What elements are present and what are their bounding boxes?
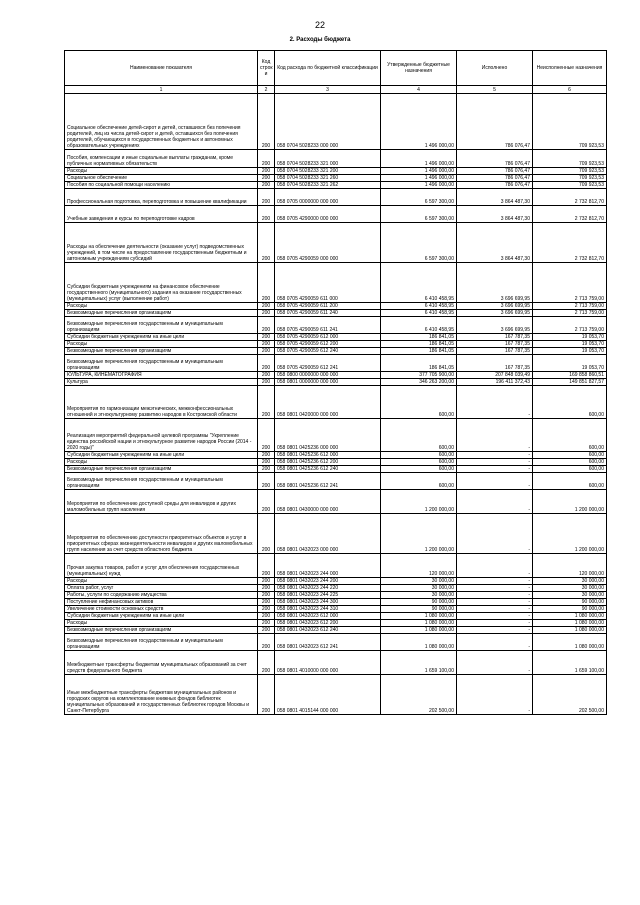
header-name: Наименование показателя <box>65 51 258 86</box>
row-unexecuted: 600,00 <box>533 459 607 466</box>
row-executed: - <box>457 675 533 715</box>
row-executed: - <box>457 514 533 554</box>
row-classification: 058 0705 4290059 612 000 <box>275 334 381 341</box>
row-classification: 058 0705 4290059 611 200 <box>275 303 381 310</box>
table-row <box>65 606 607 613</box>
row-classification: 058 0704 5028233 000 000 <box>275 94 381 150</box>
row-unexecuted: 19 053,70 <box>533 334 607 341</box>
row-approved: 90 000,00 <box>381 606 457 613</box>
table-row <box>65 675 607 715</box>
row-classification: 058 0801 0432023 612 200 <box>275 620 381 627</box>
row-classification: 058 0801 0432023 612 000 <box>275 613 381 620</box>
row-code: 200 <box>258 651 275 675</box>
row-code: 200 <box>258 599 275 606</box>
row-unexecuted: 709 923,53 <box>533 150 607 168</box>
row-unexecuted: 30 000,00 <box>533 578 607 585</box>
table-header-row <box>65 51 607 86</box>
column-number: 4 <box>381 86 457 94</box>
row-classification: 058 0801 4010000 000 000 <box>275 651 381 675</box>
table-row <box>65 490 607 514</box>
table-row <box>65 348 607 355</box>
row-executed: - <box>457 592 533 599</box>
row-name: Субсидии бюджетным учреждениям на иные цели <box>65 613 258 620</box>
column-number: 6 <box>533 86 607 94</box>
row-unexecuted: 169 858 860,51 <box>533 372 607 379</box>
row-code: 200 <box>258 473 275 490</box>
row-name: Мероприятия по гармонизации межэтнических, межконфессиональных отношений и этнокультурному развитию народов в Костромской области <box>65 386 258 419</box>
table-row <box>65 459 607 466</box>
row-name: Безвозмездные перечисления государственным и муниципальным организациям <box>65 355 258 372</box>
row-unexecuted: 19 053,70 <box>533 341 607 348</box>
row-unexecuted: 600,00 <box>533 386 607 419</box>
row-executed: 3 696 699,95 <box>457 310 533 317</box>
row-classification: 058 0801 4015144 000 000 <box>275 675 381 715</box>
row-code: 200 <box>258 168 275 175</box>
row-unexecuted: 600,00 <box>533 419 607 452</box>
row-code: 200 <box>258 613 275 620</box>
row-approved: 6 410 458,95 <box>381 263 457 303</box>
row-unexecuted: 19 053,70 <box>533 355 607 372</box>
table-row <box>65 466 607 473</box>
row-name: Безвозмездные перечисления организациям <box>65 310 258 317</box>
row-executed: - <box>457 585 533 592</box>
row-name: Прочая закупка товаров, работ и услуг для обеспечения государственных (муниципальных) нужд <box>65 554 258 578</box>
row-executed: 3 864 487,30 <box>457 223 533 263</box>
table-row <box>65 182 607 189</box>
row-executed: - <box>457 613 533 620</box>
row-code: 200 <box>258 355 275 372</box>
column-number: 5 <box>457 86 533 94</box>
row-code: 200 <box>258 592 275 599</box>
row-executed: - <box>457 606 533 613</box>
row-unexecuted: 2 732 812,70 <box>533 206 607 223</box>
row-unexecuted: 120 000,00 <box>533 554 607 578</box>
column-number: 3 <box>275 86 381 94</box>
row-code: 200 <box>258 182 275 189</box>
row-executed: 167 787,35 <box>457 355 533 372</box>
row-executed: 786 076,47 <box>457 182 533 189</box>
row-unexecuted: 1 080 000,00 <box>533 613 607 620</box>
table-row <box>65 355 607 372</box>
row-approved: 1 496 000,00 <box>381 168 457 175</box>
table-row <box>65 94 607 150</box>
row-executed: - <box>457 554 533 578</box>
row-name: Учебные заведения и курсы по переподготовке кадров <box>65 206 258 223</box>
row-executed: 3 696 699,95 <box>457 263 533 303</box>
row-classification: 058 0704 5028233 321 000 <box>275 150 381 168</box>
row-classification: 058 0801 0425236 612 000 <box>275 452 381 459</box>
row-classification: 058 0801 0425236 612 200 <box>275 459 381 466</box>
row-unexecuted: 600,00 <box>533 466 607 473</box>
row-executed: - <box>457 578 533 585</box>
row-code: 200 <box>258 379 275 386</box>
row-approved: 6 410 458,95 <box>381 303 457 310</box>
row-name: Безвозмездные перечисления организациям <box>65 627 258 634</box>
row-unexecuted: 1 659 100,00 <box>533 651 607 675</box>
row-executed: 3 696 699,95 <box>457 317 533 334</box>
row-name: Культура <box>65 379 258 386</box>
row-name: Мероприятия по обеспечению доступности приоритетных объектов и услуг в приоритетных сферах жизнедеятельности инвалидов и других маломобильных групп населения за счет средств областного бюджета <box>65 514 258 554</box>
row-executed: - <box>457 620 533 627</box>
row-code: 200 <box>258 334 275 341</box>
row-executed: 167 787,35 <box>457 341 533 348</box>
row-name: Межбюджетные трансферты бюджетам муниципальных образований за счет средств федерального бюджета <box>65 651 258 675</box>
row-name: Пособия по социальной помощи населению <box>65 182 258 189</box>
row-executed: 786 076,47 <box>457 150 533 168</box>
table-row <box>65 317 607 334</box>
row-classification: 058 0705 0000000 000 000 <box>275 189 381 206</box>
row-name: Расходы на обеспечение деятельности (оказание услуг) подведомственных учреждений, в том числе на предоставление государственным бюджетным и автономным учреждениям субсидий <box>65 223 258 263</box>
table-row <box>65 613 607 620</box>
row-approved: 600,00 <box>381 419 457 452</box>
table-row <box>65 554 607 578</box>
row-executed: - <box>457 419 533 452</box>
row-executed: - <box>457 473 533 490</box>
row-approved: 1 080 000,00 <box>381 613 457 620</box>
row-classification: 058 0704 5028233 321 200 <box>275 168 381 175</box>
row-name: Расходы <box>65 303 258 310</box>
row-classification: 058 0801 0432023 244 310 <box>275 606 381 613</box>
row-classification: 058 0801 0432023 612 241 <box>275 634 381 651</box>
row-unexecuted: 709 923,53 <box>533 182 607 189</box>
table-row <box>65 473 607 490</box>
table-row <box>65 303 607 310</box>
row-code: 200 <box>258 263 275 303</box>
row-name: КУЛЬТУРА, КИНЕМАТОГРАФИЯ <box>65 372 258 379</box>
table-row <box>65 592 607 599</box>
row-executed: 786 076,47 <box>457 94 533 150</box>
row-code: 200 <box>258 94 275 150</box>
row-unexecuted: 600,00 <box>533 473 607 490</box>
row-executed: - <box>457 651 533 675</box>
header-approved: Утвержденные бюджетные назначения <box>381 51 457 86</box>
row-unexecuted: 2 713 759,00 <box>533 303 607 310</box>
row-executed: - <box>457 386 533 419</box>
table-row <box>65 263 607 303</box>
row-approved: 186 841,05 <box>381 334 457 341</box>
row-code: 200 <box>258 348 275 355</box>
table-row <box>65 452 607 459</box>
row-executed: 786 076,47 <box>457 168 533 175</box>
row-classification: 058 0801 0432023 244 200 <box>275 578 381 585</box>
row-unexecuted: 2 713 759,00 <box>533 263 607 303</box>
row-name: Безвозмездные перечисления государственным и муниципальным организациям <box>65 473 258 490</box>
table-row <box>65 223 607 263</box>
row-code: 200 <box>258 150 275 168</box>
expenses-table <box>64 50 607 715</box>
row-code: 200 <box>258 620 275 627</box>
row-approved: 377 705 900,00 <box>381 372 457 379</box>
row-approved: 90 000,00 <box>381 599 457 606</box>
column-number-row <box>65 86 607 94</box>
row-code: 200 <box>258 317 275 334</box>
row-approved: 1 200 000,00 <box>381 490 457 514</box>
row-code: 200 <box>258 206 275 223</box>
row-approved: 30 000,00 <box>381 578 457 585</box>
row-approved: 202 500,00 <box>381 675 457 715</box>
row-code: 200 <box>258 189 275 206</box>
row-classification: 058 0801 0425236 612 241 <box>275 473 381 490</box>
row-code: 200 <box>258 466 275 473</box>
row-unexecuted: 709 923,53 <box>533 175 607 182</box>
page-number: 22 <box>314 20 325 30</box>
row-name: Поступление нефинансовых активов <box>65 599 258 606</box>
header-executed: Исполнено <box>457 51 533 86</box>
table-row <box>65 599 607 606</box>
column-number: 1 <box>65 86 258 94</box>
row-code: 200 <box>258 585 275 592</box>
row-executed: 3 864 487,30 <box>457 206 533 223</box>
row-approved: 1 200 000,00 <box>381 514 457 554</box>
row-approved: 30 000,00 <box>381 585 457 592</box>
row-code: 200 <box>258 372 275 379</box>
table-body <box>65 94 607 715</box>
row-approved: 600,00 <box>381 386 457 419</box>
row-name: Социальное обеспечение детей-сирот и детей, оставшихся без попечения родителей, лиц из числа детей-сирот и детей, оставшихся без попечения родителей, обучающихся в государственных бюджетных и автономных образовательных учреждениях <box>65 94 258 150</box>
table-row <box>65 150 607 168</box>
row-code: 200 <box>258 490 275 514</box>
header-classification: Код расхода по бюджетной классификации <box>275 51 381 86</box>
row-classification: 058 0801 0425236 612 240 <box>275 466 381 473</box>
row-code: 200 <box>258 223 275 263</box>
row-name: Субсидии бюджетным учреждениям на иные цели <box>65 452 258 459</box>
row-executed: - <box>457 452 533 459</box>
table-row <box>65 627 607 634</box>
row-unexecuted: 600,00 <box>533 452 607 459</box>
row-code: 200 <box>258 627 275 634</box>
row-approved: 1 496 000,00 <box>381 175 457 182</box>
row-approved: 1 496 000,00 <box>381 150 457 168</box>
row-classification: 058 0801 0432023 000 000 <box>275 514 381 554</box>
row-unexecuted: 709 923,53 <box>533 94 607 150</box>
row-code: 200 <box>258 175 275 182</box>
row-code: 200 <box>258 419 275 452</box>
row-code: 200 <box>258 514 275 554</box>
row-approved: 6 410 458,95 <box>381 310 457 317</box>
row-name: Пособия, компенсации и иные социальные выплаты гражданам, кроме публичных нормативных обязательств <box>65 150 258 168</box>
row-approved: 1 496 000,00 <box>381 94 457 150</box>
row-executed: - <box>457 459 533 466</box>
header-code: Код строк и <box>258 51 275 86</box>
row-code: 200 <box>258 310 275 317</box>
section-title: 2. Расходы бюджета <box>289 37 351 43</box>
row-code: 200 <box>258 386 275 419</box>
table-row <box>65 514 607 554</box>
table-row <box>65 620 607 627</box>
row-approved: 186 841,05 <box>381 348 457 355</box>
row-name: Расходы <box>65 341 258 348</box>
table-row <box>65 372 607 379</box>
row-approved: 6 597 300,00 <box>381 206 457 223</box>
row-executed: - <box>457 490 533 514</box>
row-code: 200 <box>258 452 275 459</box>
row-unexecuted: 2 732 812,70 <box>533 223 607 263</box>
row-unexecuted: 709 923,53 <box>533 168 607 175</box>
row-name: Социальное обеспечение <box>65 175 258 182</box>
row-name: Субсидии бюджетным учреждениям на финансовое обеспечение государственного (муниципального) задания на оказание государственных (муниципальных) услуг (выполнение работ) <box>65 263 258 303</box>
table-row <box>65 585 607 592</box>
row-classification: 058 0704 5028233 321 260 <box>275 175 381 182</box>
table-row <box>65 175 607 182</box>
table-row <box>65 310 607 317</box>
row-classification: 058 0801 0432023 244 225 <box>275 592 381 599</box>
row-classification: 058 0801 0432023 244 300 <box>275 599 381 606</box>
row-executed: 167 787,35 <box>457 348 533 355</box>
row-approved: 346 263 200,00 <box>381 379 457 386</box>
row-classification: 058 0801 0420000 000 000 <box>275 386 381 419</box>
header-unexecuted: Неисполненные назначения <box>533 51 607 86</box>
row-approved: 6 597 300,00 <box>381 189 457 206</box>
row-code: 200 <box>258 578 275 585</box>
table-row <box>65 341 607 348</box>
table-row <box>65 168 607 175</box>
row-approved: 600,00 <box>381 459 457 466</box>
row-code: 200 <box>258 341 275 348</box>
row-unexecuted: 1 080 000,00 <box>533 627 607 634</box>
row-approved: 1 080 000,00 <box>381 627 457 634</box>
row-classification: 058 0801 0432023 244 220 <box>275 585 381 592</box>
row-name: Расходы <box>65 620 258 627</box>
table-row <box>65 379 607 386</box>
table-row <box>65 419 607 452</box>
row-approved: 120 000,00 <box>381 554 457 578</box>
row-code: 200 <box>258 606 275 613</box>
row-executed: 3 864 487,30 <box>457 189 533 206</box>
row-classification: 058 0800 0000000 000 000 <box>275 372 381 379</box>
row-code: 200 <box>258 634 275 651</box>
row-name: Увеличение стоимости основных средств <box>65 606 258 613</box>
row-name: Расходы <box>65 459 258 466</box>
row-name: Безвозмездные перечисления государственным и муниципальным организациям <box>65 317 258 334</box>
row-approved: 600,00 <box>381 452 457 459</box>
row-executed: - <box>457 599 533 606</box>
row-approved: 1 080 000,00 <box>381 620 457 627</box>
row-code: 200 <box>258 459 275 466</box>
row-name: Расходы <box>65 168 258 175</box>
row-code: 200 <box>258 554 275 578</box>
row-approved: 186 841,05 <box>381 355 457 372</box>
row-code: 200 <box>258 675 275 715</box>
row-unexecuted: 1 200 000,00 <box>533 490 607 514</box>
row-unexecuted: 149 851 827,57 <box>533 379 607 386</box>
row-classification: 058 0801 0430000 000 000 <box>275 490 381 514</box>
row-executed: 196 411 372,43 <box>457 379 533 386</box>
row-name: Мероприятия по обеспечению доступной среды для инвалидов и других маломобильных групп населения <box>65 490 258 514</box>
row-unexecuted: 30 000,00 <box>533 592 607 599</box>
row-executed: 207 848 039,49 <box>457 372 533 379</box>
row-name: Реализация мероприятий федеральной целевой программы "Укрепление единства российской нации и этнокультурное развитие народов России (2014 - 2020 годы)" <box>65 419 258 452</box>
table-row <box>65 334 607 341</box>
row-approved: 6 597 300,00 <box>381 223 457 263</box>
table-row <box>65 651 607 675</box>
row-name: Расходы <box>65 578 258 585</box>
row-name: Профессиональная подготовка, переподготовка и повышение квалификации <box>65 189 258 206</box>
row-classification: 058 0705 4290059 612 200 <box>275 341 381 348</box>
row-approved: 1 659 100,00 <box>381 651 457 675</box>
row-unexecuted: 2 713 759,00 <box>533 317 607 334</box>
row-name: Субсидии бюджетным учреждениям на иные цели <box>65 334 258 341</box>
row-unexecuted: 1 200 000,00 <box>533 514 607 554</box>
row-approved: 186 841,05 <box>381 341 457 348</box>
row-executed: - <box>457 634 533 651</box>
row-executed: 786 076,47 <box>457 175 533 182</box>
row-classification: 058 0801 0425236 000 000 <box>275 419 381 452</box>
table-row <box>65 634 607 651</box>
row-name: Иные межбюджетные трансферты бюджетам муниципальных районов и городских округов на комплектование книжных фондов библиотек муниципальных образований и государственных библиотек городов Москвы и Санкт-Петербурга <box>65 675 258 715</box>
row-unexecuted: 1 080 000,00 <box>533 634 607 651</box>
row-name: Безвозмездные перечисления организациям <box>65 348 258 355</box>
row-executed: - <box>457 466 533 473</box>
row-classification: 058 0801 0432023 244 000 <box>275 554 381 578</box>
row-classification: 058 0705 4290059 611 240 <box>275 310 381 317</box>
row-executed: - <box>457 627 533 634</box>
table-row <box>65 578 607 585</box>
table-row <box>65 386 607 419</box>
row-unexecuted: 2 732 812,70 <box>533 189 607 206</box>
row-unexecuted: 1 080 000,00 <box>533 620 607 627</box>
row-classification: 058 0705 4290059 612 241 <box>275 355 381 372</box>
row-unexecuted: 19 053,70 <box>533 348 607 355</box>
row-unexecuted: 90 000,00 <box>533 606 607 613</box>
row-name: Оплата работ, услуг <box>65 585 258 592</box>
row-approved: 600,00 <box>381 466 457 473</box>
column-number: 2 <box>258 86 275 94</box>
row-classification: 058 0801 0432023 612 240 <box>275 627 381 634</box>
row-executed: 167 787,35 <box>457 334 533 341</box>
row-name: Безвозмездные перечисления государственным и муниципальным организациям <box>65 634 258 651</box>
table-row <box>65 189 607 206</box>
row-approved: 600,00 <box>381 473 457 490</box>
row-name: Работы, услуги по содержанию имущества <box>65 592 258 599</box>
row-approved: 6 410 458,95 <box>381 317 457 334</box>
row-code: 200 <box>258 303 275 310</box>
row-executed: 3 696 699,95 <box>457 303 533 310</box>
row-unexecuted: 90 000,00 <box>533 599 607 606</box>
row-unexecuted: 30 000,00 <box>533 585 607 592</box>
row-approved: 1 496 000,00 <box>381 182 457 189</box>
row-unexecuted: 2 713 759,00 <box>533 310 607 317</box>
row-classification: 058 0705 4290000 000 000 <box>275 206 381 223</box>
row-classification: 058 0704 5028233 321 262 <box>275 182 381 189</box>
row-approved: 30 000,00 <box>381 592 457 599</box>
row-classification: 058 0705 4290059 000 000 <box>275 223 381 263</box>
row-classification: 058 0705 4290059 612 240 <box>275 348 381 355</box>
table-row <box>65 206 607 223</box>
row-approved: 1 080 000,00 <box>381 634 457 651</box>
row-name: Безвозмездные перечисления организациям <box>65 466 258 473</box>
row-classification: 058 0705 4290059 611 241 <box>275 317 381 334</box>
row-unexecuted: 202 500,00 <box>533 675 607 715</box>
row-classification: 058 0801 0000000 000 000 <box>275 379 381 386</box>
row-classification: 058 0705 4290059 611 000 <box>275 263 381 303</box>
